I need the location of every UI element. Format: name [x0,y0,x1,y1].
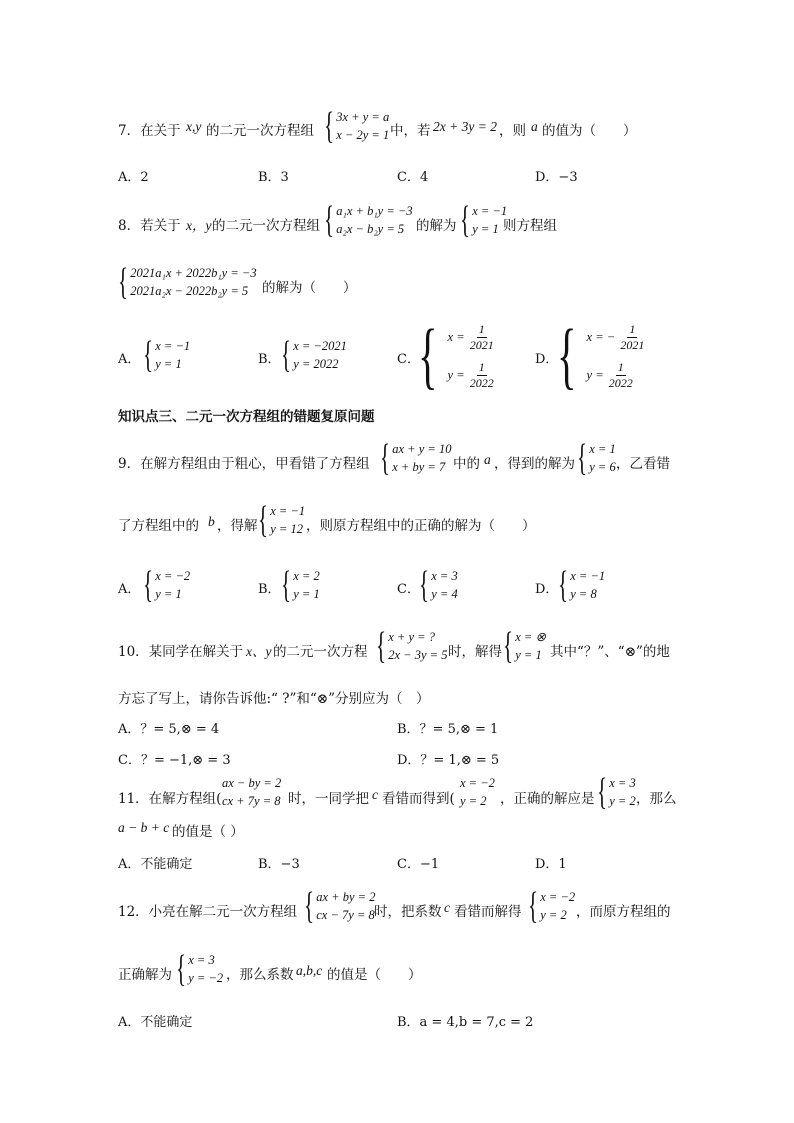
q9-a: a [484,452,491,467]
q7-eq1: 3x + y = a [336,110,390,124]
q12-abc: a,b,c [296,963,323,978]
q11-option-d: D．1 [535,857,567,872]
q9-t2: y = 12 [270,522,303,536]
q11-eq1: ax − by = 2 [222,776,282,790]
q11-prefix: 11．在解方程组( [118,791,222,807]
q7-vars: x,y [186,119,202,134]
q8-option-a-label: A． [118,352,141,367]
q9-solution-a: { x = 1 y = 6 [577,437,616,479]
q7-cond: 2x + 3y = 2 [433,119,497,134]
q10-solution: { x = ⊗ y = 1 [503,625,546,667]
q8-sol1: x = −1 [472,204,508,218]
q10-eq1: x + y = ? [388,630,435,644]
q8-option-d-xd: 2021 [620,337,645,352]
q10-mid2: 时，解得 [448,644,502,660]
q10-s2: y = 1 [515,648,542,662]
q8-option-b-l1: x = −2021 [293,339,347,353]
q10-option-a: A．？= 5,⊗ = 4 [118,722,220,737]
q12-system: { ax + by = 2 cx − 7y = 8 [304,885,376,927]
q10-option-d: D．？= 1,⊗ = 5 [397,753,500,768]
q9-option-c-l2: y = 4 [431,587,458,601]
q9-option-c-label: C． [397,582,420,597]
q11-mid: 时，一同学把 [288,791,369,807]
q9-option-b: { x = 2 y = 1 [281,564,320,606]
q11-s2: y = 2 [460,794,487,808]
q9-prefix: 9．在解方程组由于粗心，甲看错了方程组 [118,456,370,472]
q9-option-d-l2: y = 8 [570,587,597,601]
q7-option-d: D．−3 [535,170,578,185]
q9-eq1: ax + y = 10 [392,442,452,456]
q9-line2c: ，则原方程组中的正确的解为（ ） [306,518,536,534]
q12-eq2: cx − 7y = 8 [316,908,375,922]
q8-eq4: 2021a₂x − 2022b₂y = 5 [130,284,249,298]
q10-option-c: C．？= −1,⊗ = 3 [118,753,231,768]
q8-eq3: 2021a₁x + 2022b₁y = −3 [130,266,257,280]
q8-option-d-xn: 1 [629,321,636,336]
q8-tail: 则方程组 [503,218,557,234]
q9-option-a: { x = −2 y = 1 [143,564,191,606]
q12-option-b: B．a = 4,b = 7,c = 2 [397,1015,534,1030]
q8-option-d-x: x = − [586,329,616,344]
q8-option-a-l2: y = 1 [155,357,182,371]
q10-system: { x + y = ? 2x − 3y = 5 [376,625,448,667]
q8-option-b-label: B． [258,352,281,367]
q10-tail: 其中“？”、“⊗”的地 [550,644,670,660]
q8-sol2: y = 1 [472,222,499,236]
q9-eq2: x + by = 7 [392,460,446,474]
q12-line2b: ，那么系数 [226,967,294,983]
q12-solution-correct: { x = 3 y = −2 [176,948,224,990]
q8-option-d-label: D． [535,352,559,367]
q9-t1: x = −1 [270,504,306,518]
q9-option-b-label: B． [258,582,281,597]
q7-option-b: B．3 [258,170,289,185]
q7-suffix2: ，则 [499,123,526,139]
q8-option-d-y: y = [586,367,604,382]
q11-tail: ，那么 [636,791,677,807]
q9-option-d-l1: x = −1 [570,569,606,583]
q7-eq2: x − 2y = 1 [336,128,390,142]
q7-a: a [531,119,538,134]
q11-eq2: cx + 7y = 8 [222,794,281,808]
q7-suffix3: 的值为（ ） [542,123,637,139]
q8-option-b-l2: y = 2022 [293,357,339,371]
q12-option-a: A．不能确定 [118,1015,193,1030]
q8-option-c-xn: 1 [478,321,485,336]
q8-eq2: a₂x − b₂y = 5 [336,222,405,236]
q7-option-a: A．2 [118,170,149,185]
q10-line2: 方忘了写上，请你告诉他:“ ?”和“⊗”分别应为（ ） [118,691,430,707]
q7-prefix: 7．在关于 [118,123,181,139]
q12-line2c: 的值是（ ） [327,967,422,983]
q9-system: { ax + y = 10 x + by = 7 [380,437,452,479]
q8-option-a-l1: x = −1 [155,339,191,353]
q11-mid2: 看错而得到( [382,791,455,807]
q8-vars: x，y [186,218,212,233]
q9-b: b [208,514,215,529]
q11-option-b: B．−3 [258,857,300,872]
q9-option-c: { x = 3 y = 4 [419,564,458,606]
q7-system: { 3x + y = a x − 2y = 1 [324,105,390,147]
q10-mid: 的二元一次方程 [273,644,368,660]
q9-line2a: 了方程组中的 [118,518,199,534]
q9-mid3: ，乙看错 [616,456,670,472]
q12-solution-wrong: { x = −2 y = 2 [528,885,576,927]
q11-solution-wrong [460,772,495,812]
q12-line2a: 正确解为 [118,967,172,983]
q8-sol-text: 的解为 [416,218,457,234]
q9-option-b-l2: y = 1 [293,587,320,601]
q10-eq2: 2x − 3y = 5 [388,648,448,662]
q8-option-c-yn: 1 [478,359,485,374]
q9-mid: 中的 [453,456,480,472]
q11-c: c [372,787,378,802]
q10-vars: x、y [246,644,272,659]
q8-option-c-x: x = [447,329,465,344]
q8-system2: { 2021a₁x + 2022b₁y = −3 2021a₂x − 2022b₂y = 5 [118,261,257,303]
q9-s2: y = 6 [589,460,616,474]
q8-prefix: 8．若关于 [118,218,181,234]
q12-t2: y = −2 [188,971,224,985]
q11-option-a: A．不能确定 [118,857,193,872]
q12-s2: y = 2 [540,908,567,922]
q8-option-b: { x = −2021 y = 2022 [281,334,347,376]
q12-c: c [444,900,450,915]
q9-option-a-label: A． [118,582,141,597]
q12-tail: ，而原方程组的 [576,904,671,920]
q8-option-c-y: y = [447,367,465,382]
q10-s1: x = ⊗ [515,630,546,644]
q11-expression: a − b + c [118,820,170,835]
q9-line2b: ，得解 [217,518,258,534]
q12-prefix: 12．小亮在解二元一次方程组 [118,904,298,920]
q11-mid3: ，正确的解应是 [500,791,595,807]
q9-mid2: ，得到的解为 [494,456,575,472]
q8-option-c-xd: 2021 [469,337,494,352]
q9-solution-b: { x = −1 y = 12 [258,499,306,541]
q11-s1: x = −2 [460,776,495,790]
q8-option-c-yd: 2022 [469,375,494,390]
q8-mid: 的二元一次方程组 [212,218,320,234]
q12-mid2: 看错而解得 [454,904,522,920]
q8-option-a: { x = −1 y = 1 [143,334,191,376]
q9-option-b-l1: x = 2 [293,569,320,583]
q8-option-c-label: C． [397,352,420,367]
q9-s1: x = 1 [589,442,616,456]
q9-option-d: { x = −1 y = 8 [558,564,606,606]
q8-solution: { x = −1 y = 1 [460,199,508,241]
q11-t1: x = 3 [609,776,636,790]
q8-option-d: { x = − $\frac{1}{2021}$ y = $\frac{1}{2022}$ [557,315,645,397]
q7-mid: 的二元一次方程组 [206,123,314,139]
q10-option-b: B．？= 5,⊗ = 1 [397,722,499,737]
q12-t1: x = 3 [188,953,215,967]
q7-option-c: C．4 [397,170,429,185]
q8-option-c: { x = $\frac{1}{2021}$ y = $\frac{1}{2022}$ [418,315,494,397]
q11-line2b: 的值是（ ） [172,824,244,840]
q8-system: { a₁x + b₁y = −3 a₂x − b₂y = 5 [324,199,413,241]
q8-tail2: 的解为（ ） [262,280,357,296]
q8-option-d-yn: 1 [617,359,624,374]
q12-eq1: ax + by = 2 [316,890,376,904]
q9-option-a-l1: x = −2 [155,569,191,583]
q9-option-d-label: D． [535,582,559,597]
q10-prefix: 10．某同学在解关于 [118,644,244,660]
section-heading: 知识点三、二元一次方程组的错题复原问题 [118,409,375,424]
q12-mid: 时，把系数 [374,904,442,920]
q8-option-d-yd: 2022 [608,375,633,390]
q7-suffix1: 中，若 [390,123,431,139]
q11-system [222,772,281,812]
q11-option-c: C．−1 [397,857,440,872]
q11-t2: y = 2 [609,794,636,808]
q8-eq1: a₁x + b₁y = −3 [336,204,413,218]
q11-solution-correct: { x = 3 y = 2 [597,771,636,813]
q9-option-a-l2: y = 1 [155,587,182,601]
q9-option-c-l1: x = 3 [431,569,458,583]
q12-s1: x = −2 [540,890,576,904]
